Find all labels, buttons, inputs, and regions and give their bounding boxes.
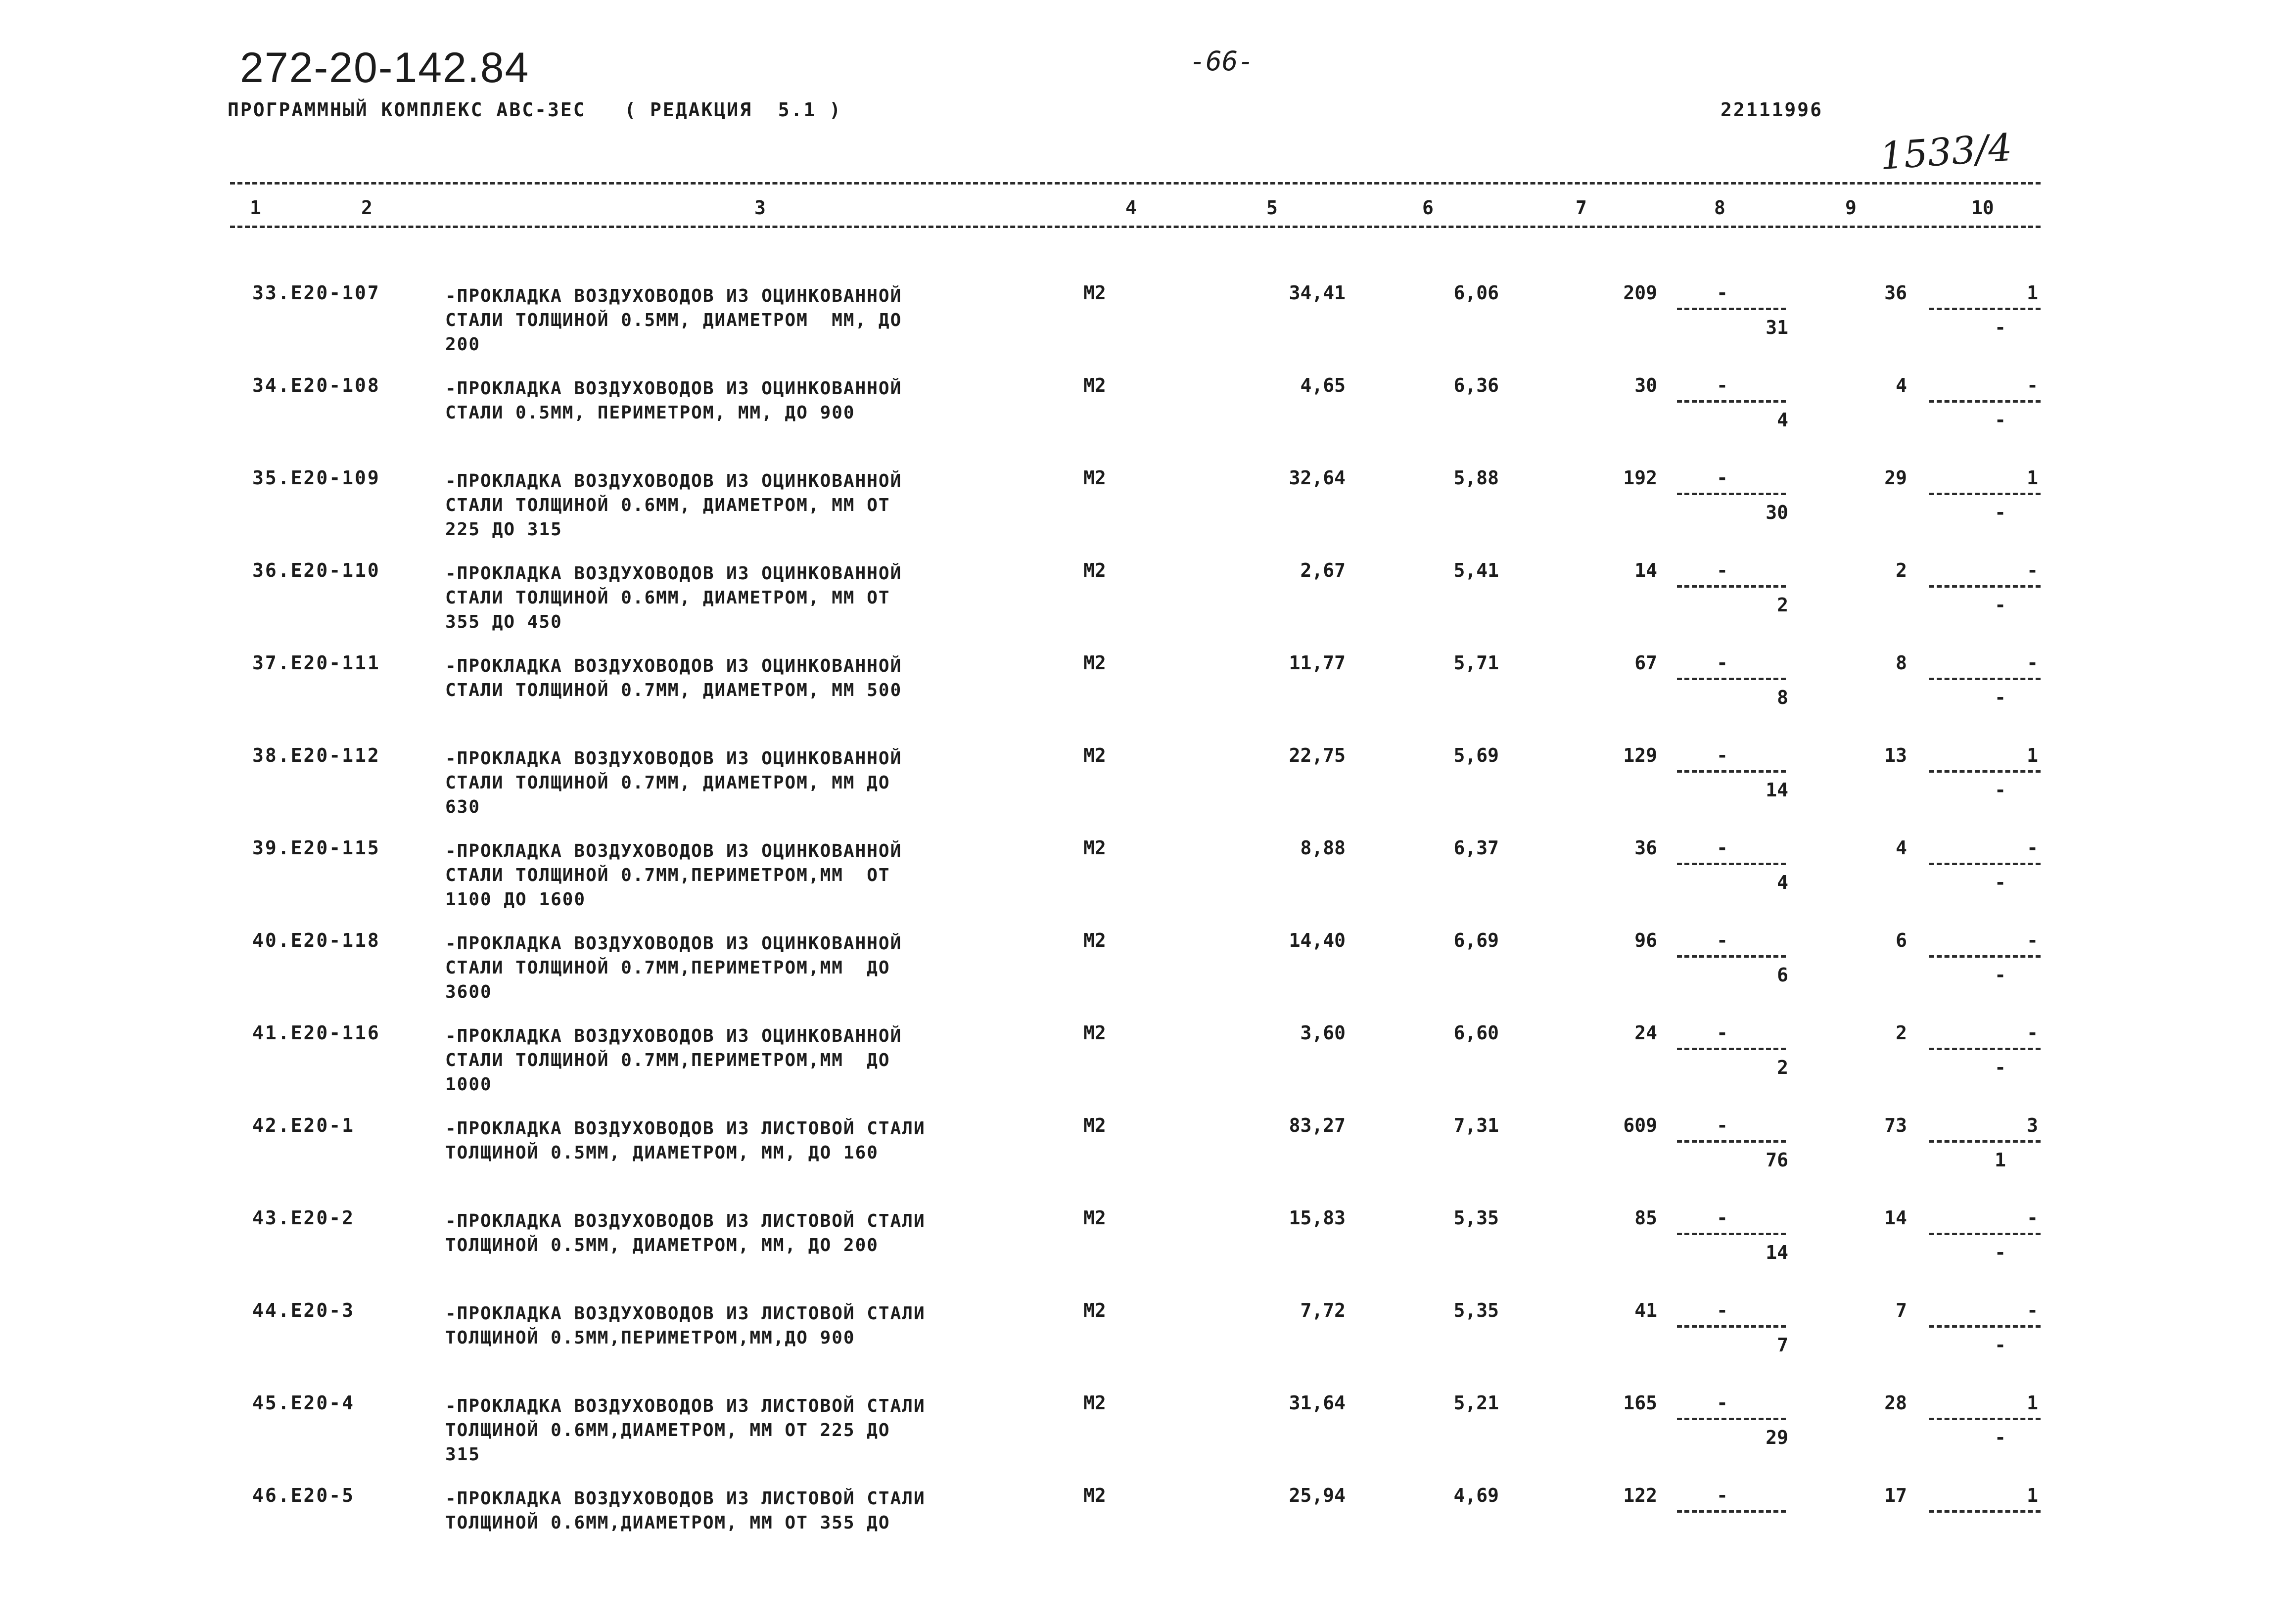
row-col8-top: - xyxy=(1717,929,1728,951)
row-description-line: ТОЛЩИНОЙ 0.5ММ, ДИАМЕТРОМ, ММ, ДО 160 xyxy=(445,1143,879,1163)
row-col9: 8 xyxy=(1896,652,1907,674)
row-total-cost: 96 xyxy=(1634,929,1657,951)
row-quantity: 34,41 xyxy=(1289,282,1346,304)
row-unit: М2 xyxy=(1083,652,1106,674)
row-unit: М2 xyxy=(1083,1207,1106,1229)
page-number: -66- xyxy=(1190,46,1255,77)
row-total-cost: 129 xyxy=(1623,744,1657,766)
row-col10-divider xyxy=(1929,770,2041,773)
revision-date: 22111996 xyxy=(1721,99,1823,121)
row-unit-price: 4,69 xyxy=(1453,1485,1499,1506)
row-col9: 4 xyxy=(1896,837,1907,859)
row-description xyxy=(445,1116,926,1165)
row-col8-top: - xyxy=(1717,1392,1728,1414)
row-unit-price: 5,21 xyxy=(1453,1392,1499,1414)
row-description-line: 355 ДО 450 xyxy=(445,612,562,632)
row-col10-bottom: - xyxy=(1995,594,2006,616)
row-code: 42.Е20-1 xyxy=(252,1114,355,1136)
row-quantity: 22,75 xyxy=(1289,744,1346,766)
row-quantity: 4,65 xyxy=(1300,374,1346,396)
row-total-cost: 192 xyxy=(1623,467,1657,489)
row-col8-bottom: 76 xyxy=(1766,1149,1788,1171)
row-col10-bottom: - xyxy=(1995,1057,2006,1078)
row-col10-top: 1 xyxy=(2027,282,2038,304)
row-col8-divider xyxy=(1677,1418,1786,1420)
row-code: 35.Е20-109 xyxy=(252,467,380,489)
col-header-2: 2 xyxy=(361,197,372,219)
row-col9: 2 xyxy=(1896,559,1907,581)
row-col8-divider xyxy=(1677,493,1786,495)
row-col8-bottom: 29 xyxy=(1766,1427,1788,1448)
row-col10-divider xyxy=(1929,1233,2041,1235)
row-col10-divider xyxy=(1929,493,2041,495)
row-total-cost: 85 xyxy=(1634,1207,1657,1229)
row-col8-divider xyxy=(1677,1048,1786,1050)
row-unit: М2 xyxy=(1083,837,1106,859)
row-col8-top: - xyxy=(1717,1299,1728,1321)
row-code: 34.Е20-108 xyxy=(252,374,380,396)
row-col10-divider xyxy=(1929,308,2041,310)
row-description-line: ТОЛЩИНОЙ 0.6ММ,ДИАМЕТРОМ, ММ ОТ 225 ДО xyxy=(445,1420,890,1440)
col-header-1: 1 xyxy=(250,197,261,219)
row-code: 46.Е20-5 xyxy=(252,1485,355,1506)
row-col10-top: - xyxy=(2027,652,2038,674)
col-header-9: 9 xyxy=(1845,197,1857,219)
row-code: 37.Е20-111 xyxy=(252,652,380,674)
row-total-cost: 30 xyxy=(1634,374,1657,396)
row-col8-divider xyxy=(1677,863,1786,865)
row-col9: 17 xyxy=(1884,1485,1907,1506)
row-col8-top: - xyxy=(1717,1485,1728,1506)
row-col8-divider xyxy=(1677,1510,1786,1513)
row-description-line: 315 xyxy=(445,1444,481,1465)
row-col10-bottom: - xyxy=(1995,317,2006,338)
row-unit: М2 xyxy=(1083,1114,1106,1136)
header-rule-bottom xyxy=(230,226,2041,228)
row-code: 44.Е20-3 xyxy=(252,1299,355,1321)
row-description-line: СТАЛИ ТОЛЩИНОЙ 0.7ММ,ПЕРИМЕТРОМ,ММ ДО xyxy=(445,1050,890,1070)
row-description xyxy=(445,469,902,542)
row-col9: 6 xyxy=(1896,929,1907,951)
row-col10-divider xyxy=(1929,1418,2041,1420)
row-code: 39.Е20-115 xyxy=(252,837,380,859)
row-description-line: -ПРОКЛАДКА ВОЗДУХОВОДОВ ИЗ ОЦИНКОВАННОЙ xyxy=(445,563,902,584)
row-col8-divider xyxy=(1677,955,1786,958)
col-header-4: 4 xyxy=(1125,197,1137,219)
col-header-3: 3 xyxy=(754,197,766,219)
row-code: 40.Е20-118 xyxy=(252,929,380,951)
row-description-line: СТАЛИ ТОЛЩИНОЙ 0.6ММ, ДИАМЕТРОМ, ММ ОТ xyxy=(445,495,890,515)
row-description-line: СТАЛИ ТОЛЩИНОЙ 0.6ММ, ДИАМЕТРОМ, ММ ОТ xyxy=(445,588,890,608)
row-description-line: СТАЛИ ТОЛЩИНОЙ 0.7ММ,ПЕРИМЕТРОМ,ММ ДО xyxy=(445,958,890,978)
row-col8-bottom: 14 xyxy=(1766,779,1788,801)
row-description-line: -ПРОКЛАДКА ВОЗДУХОВОДОВ ИЗ ОЦИНКОВАННОЙ xyxy=(445,748,902,769)
row-description-line: 3600 xyxy=(445,982,492,1002)
row-col10-divider xyxy=(1929,863,2041,865)
row-col10-bottom: 1 xyxy=(1995,1149,2006,1171)
row-col10-bottom: - xyxy=(1995,1334,2006,1356)
program-subtitle: ПРОГРАММНЫЙ КОМПЛЕКС АВС-3ЕС ( РЕДАКЦИЯ 5.1 ) xyxy=(228,99,842,121)
row-unit: М2 xyxy=(1083,282,1106,304)
row-col8-divider xyxy=(1677,308,1786,310)
row-total-cost: 14 xyxy=(1634,559,1657,581)
row-code: 45.Е20-4 xyxy=(252,1392,355,1414)
row-col10-top: - xyxy=(2027,1022,2038,1044)
row-col10-top: 3 xyxy=(2027,1114,2038,1136)
row-description-line: СТАЛИ 0.5ММ, ПЕРИМЕТРОМ, ММ, ДО 900 xyxy=(445,403,855,423)
row-col8-divider xyxy=(1677,1325,1786,1328)
row-code: 43.Е20-2 xyxy=(252,1207,355,1229)
row-description-line: 1000 xyxy=(445,1074,492,1095)
row-col10-bottom: - xyxy=(1995,502,2006,523)
row-total-cost: 609 xyxy=(1623,1114,1657,1136)
row-col8-bottom: 4 xyxy=(1777,409,1788,431)
row-code: 36.Е20-110 xyxy=(252,559,380,581)
row-unit: М2 xyxy=(1083,374,1106,396)
row-col8-bottom: 30 xyxy=(1766,502,1788,523)
row-unit-price: 5,35 xyxy=(1453,1207,1499,1229)
row-col10-bottom: - xyxy=(1995,1242,2006,1263)
row-col8-top: - xyxy=(1717,1207,1728,1229)
row-col10-bottom: - xyxy=(1995,964,2006,986)
row-unit-price: 6,36 xyxy=(1453,374,1499,396)
row-description xyxy=(445,1301,926,1350)
row-col8-bottom: 4 xyxy=(1777,872,1788,893)
row-col8-top: - xyxy=(1717,652,1728,674)
row-unit: М2 xyxy=(1083,1485,1106,1506)
row-total-cost: 36 xyxy=(1634,837,1657,859)
row-col10-top: 1 xyxy=(2027,1485,2038,1506)
row-col9: 73 xyxy=(1884,1114,1907,1136)
row-col8-top: - xyxy=(1717,744,1728,766)
row-description-line: 630 xyxy=(445,797,481,817)
row-col8-bottom: 14 xyxy=(1766,1242,1788,1263)
row-code: 41.Е20-116 xyxy=(252,1022,380,1044)
row-col10-top: - xyxy=(2027,1207,2038,1229)
row-description-line: ТОЛЩИНОЙ 0.6ММ,ДИАМЕТРОМ, ММ ОТ 355 ДО xyxy=(445,1513,890,1533)
row-col10-divider xyxy=(1929,1048,2041,1050)
row-quantity: 15,83 xyxy=(1289,1207,1346,1229)
row-col8-top: - xyxy=(1717,837,1728,859)
row-description xyxy=(445,839,902,912)
row-unit: М2 xyxy=(1083,929,1106,951)
row-col8-divider xyxy=(1677,770,1786,773)
row-unit-price: 6,37 xyxy=(1453,837,1499,859)
row-quantity: 8,88 xyxy=(1300,837,1346,859)
row-unit: М2 xyxy=(1083,1392,1106,1414)
row-col10-bottom: - xyxy=(1995,872,2006,893)
row-unit: М2 xyxy=(1083,1022,1106,1044)
row-description-line: СТАЛИ ТОЛЩИНОЙ 0.7ММ, ДИАМЕТРОМ, ММ 500 xyxy=(445,680,902,700)
row-description-line: -ПРОКЛАДКА ВОЗДУХОВОДОВ ИЗ ЛИСТОВОЙ СТАЛИ xyxy=(445,1396,926,1416)
header-rule-top xyxy=(230,182,2041,185)
row-col8-bottom: 6 xyxy=(1777,964,1788,986)
row-col10-top: 1 xyxy=(2027,744,2038,766)
row-description-line: СТАЛИ ТОЛЩИНОЙ 0.7ММ, ДИАМЕТРОМ, ММ ДО xyxy=(445,773,890,793)
row-unit-price: 5,71 xyxy=(1453,652,1499,674)
row-description-line: СТАЛИ ТОЛЩИНОЙ 0.5ММ, ДИАМЕТРОМ ММ, ДО xyxy=(445,310,902,330)
row-col9: 14 xyxy=(1884,1207,1907,1229)
row-col8-bottom: 2 xyxy=(1777,1057,1788,1078)
row-col10-divider xyxy=(1929,1140,2041,1143)
row-description-line: -ПРОКЛАДКА ВОЗДУХОВОДОВ ИЗ ОЦИНКОВАННОЙ xyxy=(445,1026,902,1046)
row-col10-top: 1 xyxy=(2027,1392,2038,1414)
row-description-line: -ПРОКЛАДКА ВОЗДУХОВОДОВ ИЗ ОЦИНКОВАННОЙ xyxy=(445,841,902,861)
row-col8-top: - xyxy=(1717,1114,1728,1136)
row-unit-price: 6,69 xyxy=(1453,929,1499,951)
row-col9: 4 xyxy=(1896,374,1907,396)
row-total-cost: 67 xyxy=(1634,652,1657,674)
row-col8-divider xyxy=(1677,400,1786,403)
row-description-line: -ПРОКЛАДКА ВОЗДУХОВОДОВ ИЗ ЛИСТОВОЙ СТАЛИ xyxy=(445,1118,926,1139)
row-description-line: -ПРОКЛАДКА ВОЗДУХОВОДОВ ИЗ ОЦИНКОВАННОЙ xyxy=(445,471,902,491)
row-description-line: -ПРОКЛАДКА ВОЗДУХОВОДОВ ИЗ ОЦИНКОВАННОЙ xyxy=(445,933,902,954)
row-quantity: 2,67 xyxy=(1300,559,1346,581)
row-unit: М2 xyxy=(1083,1299,1106,1321)
row-unit-price: 7,31 xyxy=(1453,1114,1499,1136)
row-description-line: -ПРОКЛАДКА ВОЗДУХОВОДОВ ИЗ ОЦИНКОВАННОЙ xyxy=(445,656,902,676)
row-col10-top: - xyxy=(2027,1299,2038,1321)
row-col10-bottom: - xyxy=(1995,1427,2006,1448)
row-total-cost: 209 xyxy=(1623,282,1657,304)
row-description-line: 200 xyxy=(445,334,481,355)
row-col10-top: - xyxy=(2027,929,2038,951)
row-description xyxy=(445,1394,926,1467)
handwritten-mark: 1533/4 xyxy=(1878,125,2014,179)
row-col9: 13 xyxy=(1884,744,1907,766)
row-description xyxy=(445,1209,926,1257)
row-col10-divider xyxy=(1929,955,2041,958)
row-unit-price: 5,41 xyxy=(1453,559,1499,581)
row-unit: М2 xyxy=(1083,744,1106,766)
row-description xyxy=(445,654,902,702)
row-description-line: -ПРОКЛАДКА ВОЗДУХОВОДОВ ИЗ ЛИСТОВОЙ СТАЛИ xyxy=(445,1211,926,1231)
col-header-8: 8 xyxy=(1714,197,1725,219)
row-col8-divider xyxy=(1677,585,1786,588)
row-col8-divider xyxy=(1677,1140,1786,1143)
row-description-line: -ПРОКЛАДКА ВОЗДУХОВОДОВ ИЗ ЛИСТОВОЙ СТАЛИ xyxy=(445,1303,926,1324)
row-col10-divider xyxy=(1929,1510,2041,1513)
row-unit-price: 5,69 xyxy=(1453,744,1499,766)
row-description-line: 1100 ДО 1600 xyxy=(445,889,586,910)
row-col10-bottom: - xyxy=(1995,409,2006,431)
row-col10-bottom: - xyxy=(1995,687,2006,708)
row-col9: 7 xyxy=(1896,1299,1907,1321)
row-code: 33.Е20-107 xyxy=(252,282,380,304)
row-quantity: 7,72 xyxy=(1300,1299,1346,1321)
row-col8-divider xyxy=(1677,1233,1786,1235)
col-header-10: 10 xyxy=(1971,197,1994,219)
row-col8-bottom: 31 xyxy=(1766,317,1788,338)
col-header-5: 5 xyxy=(1266,197,1278,219)
row-quantity: 14,40 xyxy=(1289,929,1346,951)
row-code: 38.Е20-112 xyxy=(252,744,380,766)
row-col10-divider xyxy=(1929,400,2041,403)
row-col10-divider xyxy=(1929,678,2041,680)
row-quantity: 31,64 xyxy=(1289,1392,1346,1414)
row-description xyxy=(445,561,902,634)
row-col8-top: - xyxy=(1717,374,1728,396)
row-col10-top: 1 xyxy=(2027,467,2038,489)
row-col9: 28 xyxy=(1884,1392,1907,1414)
row-description-line: -ПРОКЛАДКА ВОЗДУХОВОДОВ ИЗ ОЦИНКОВАННОЙ xyxy=(445,378,902,399)
row-quantity: 11,77 xyxy=(1289,652,1346,674)
document-code: 272-20-142.84 xyxy=(240,44,530,92)
row-col9: 2 xyxy=(1896,1022,1907,1044)
row-description-line: ТОЛЩИНОЙ 0.5ММ, ДИАМЕТРОМ, ММ, ДО 200 xyxy=(445,1235,879,1255)
row-description xyxy=(445,1486,926,1535)
row-total-cost: 122 xyxy=(1623,1485,1657,1506)
row-col8-top: - xyxy=(1717,467,1728,489)
row-description-line: -ПРОКЛАДКА ВОЗДУХОВОДОВ ИЗ ОЦИНКОВАННОЙ xyxy=(445,286,902,306)
row-unit-price: 5,88 xyxy=(1453,467,1499,489)
row-col8-top: - xyxy=(1717,559,1728,581)
row-col8-top: - xyxy=(1717,282,1728,304)
row-description-line: ТОЛЩИНОЙ 0.5ММ,ПЕРИМЕТРОМ,ММ,ДО 900 xyxy=(445,1328,855,1348)
row-unit-price: 6,60 xyxy=(1453,1022,1499,1044)
row-col8-top: - xyxy=(1717,1022,1728,1044)
row-quantity: 83,27 xyxy=(1289,1114,1346,1136)
row-col10-divider xyxy=(1929,585,2041,588)
row-total-cost: 165 xyxy=(1623,1392,1657,1414)
row-col10-top: - xyxy=(2027,837,2038,859)
row-col8-bottom: 8 xyxy=(1777,687,1788,708)
row-col10-top: - xyxy=(2027,374,2038,396)
col-header-7: 7 xyxy=(1576,197,1587,219)
col-header-6: 6 xyxy=(1422,197,1434,219)
row-col8-divider xyxy=(1677,678,1786,680)
row-description-line: СТАЛИ ТОЛЩИНОЙ 0.7ММ,ПЕРИМЕТРОМ,ММ ОТ xyxy=(445,865,890,885)
row-total-cost: 41 xyxy=(1634,1299,1657,1321)
row-quantity: 3,60 xyxy=(1300,1022,1346,1044)
row-description-line: -ПРОКЛАДКА ВОЗДУХОВОДОВ ИЗ ЛИСТОВОЙ СТАЛИ xyxy=(445,1488,926,1509)
row-description xyxy=(445,284,902,357)
row-description xyxy=(445,931,902,1004)
row-col8-bottom: 2 xyxy=(1777,594,1788,616)
row-col9: 36 xyxy=(1884,282,1907,304)
row-quantity: 25,94 xyxy=(1289,1485,1346,1506)
row-col10-bottom: - xyxy=(1995,779,2006,801)
row-unit: М2 xyxy=(1083,559,1106,581)
row-description-line: 225 ДО 315 xyxy=(445,519,562,540)
row-col9: 29 xyxy=(1884,467,1907,489)
row-total-cost: 24 xyxy=(1634,1022,1657,1044)
row-description xyxy=(445,376,902,425)
row-col8-bottom: 7 xyxy=(1777,1334,1788,1356)
row-col10-top: - xyxy=(2027,559,2038,581)
row-unit: М2 xyxy=(1083,467,1106,489)
row-unit-price: 5,35 xyxy=(1453,1299,1499,1321)
row-description xyxy=(445,1024,902,1097)
row-quantity: 32,64 xyxy=(1289,467,1346,489)
row-col10-divider xyxy=(1929,1325,2041,1328)
row-description xyxy=(445,746,902,819)
row-unit-price: 6,06 xyxy=(1453,282,1499,304)
